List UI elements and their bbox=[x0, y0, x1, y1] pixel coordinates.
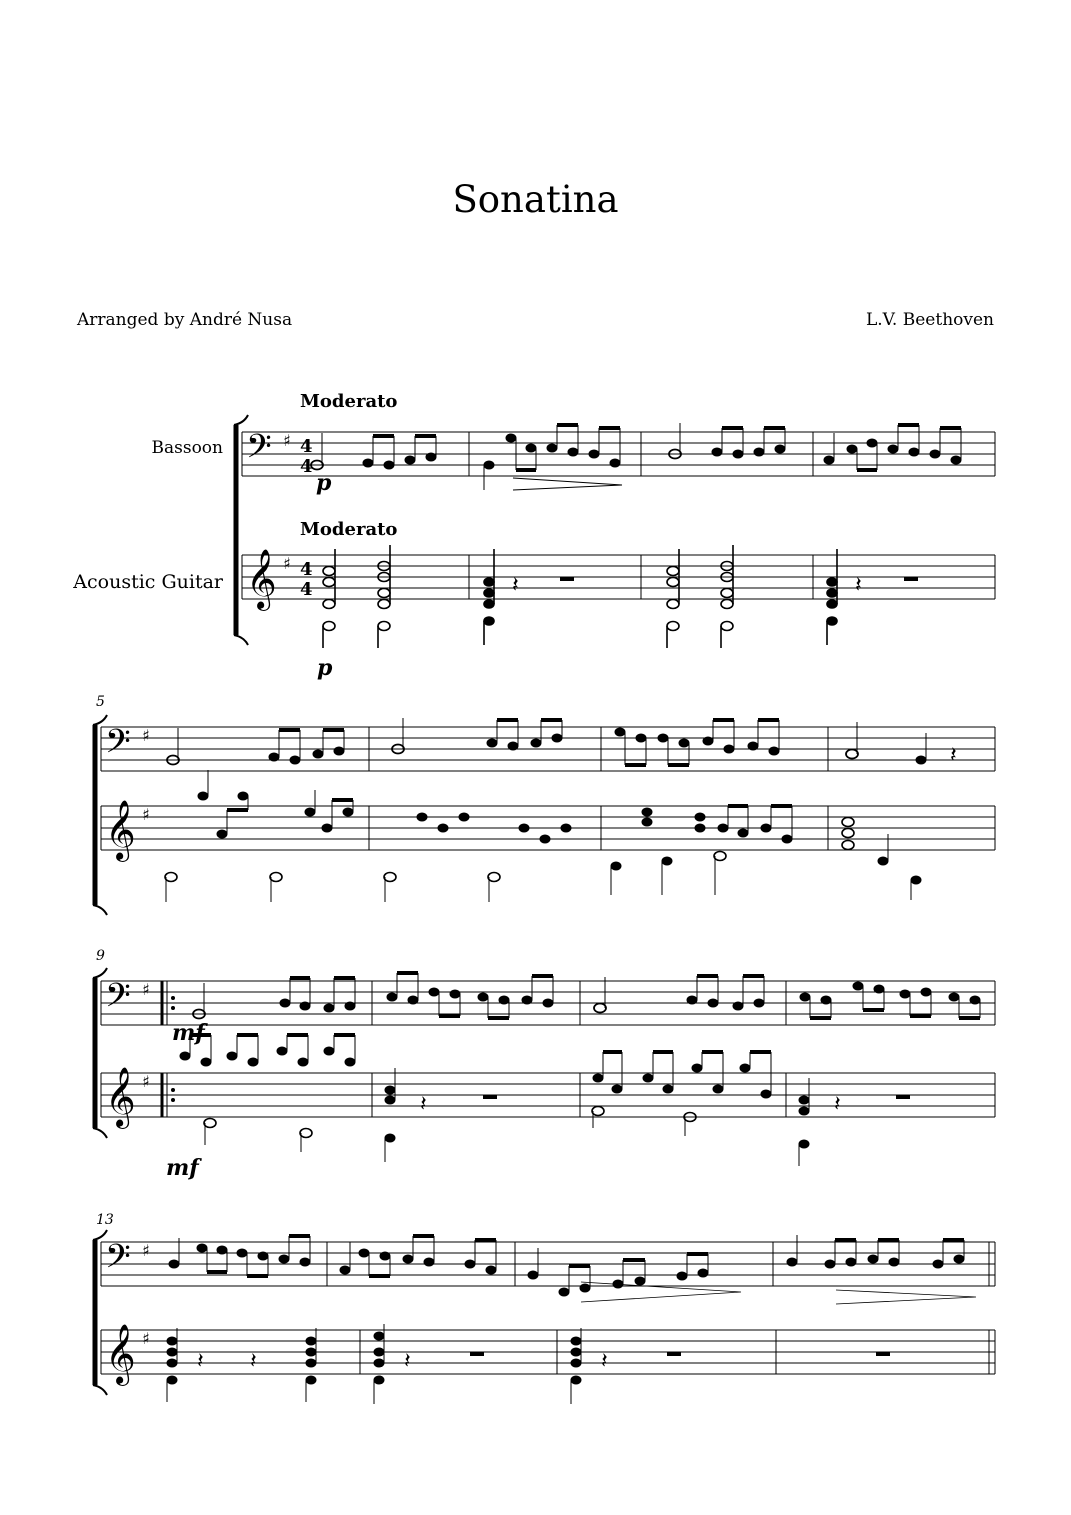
staff-bassoon-sys4 bbox=[101, 1242, 995, 1286]
svg-text:𝄞: 𝄞 bbox=[105, 1067, 136, 1127]
time-sig-bottom: 4 bbox=[300, 456, 313, 477]
tempo-marking-guitar: Moderato bbox=[300, 519, 398, 540]
arranger-credit: Arranged by André Nusa bbox=[77, 310, 293, 330]
svg-text:♯: ♯ bbox=[142, 726, 150, 745]
time-sig-top: 4 bbox=[300, 559, 313, 580]
svg-text:𝄽: 𝄽 bbox=[855, 573, 862, 598]
key-sharp: ♯ bbox=[283, 431, 291, 450]
svg-text:♯: ♯ bbox=[142, 1241, 150, 1260]
instrument-label-guitar: Acoustic Guitar bbox=[73, 571, 223, 593]
svg-text:𝄽: 𝄽 bbox=[420, 1092, 427, 1117]
time-sig-top: 4 bbox=[300, 436, 313, 457]
svg-text:♯: ♯ bbox=[142, 1329, 150, 1348]
svg-text:𝄞: 𝄞 bbox=[105, 1324, 136, 1384]
bass-clef: 𝄢 bbox=[246, 428, 272, 474]
svg-text:𝄢: 𝄢 bbox=[105, 977, 131, 1023]
dynamic-p-guitar: p bbox=[317, 655, 333, 681]
svg-text:𝄽: 𝄽 bbox=[512, 573, 519, 598]
svg-text:♯: ♯ bbox=[142, 805, 150, 824]
guitar-notes-sys4 bbox=[167, 1324, 890, 1404]
svg-text:𝄽: 𝄽 bbox=[601, 1349, 608, 1374]
measure-number: 9 bbox=[96, 948, 105, 964]
measure-number: 5 bbox=[96, 694, 105, 710]
measure-number: 13 bbox=[96, 1212, 114, 1228]
instrument-label-bassoon: Bassoon bbox=[151, 438, 223, 458]
svg-text:𝄞: 𝄞 bbox=[105, 800, 136, 860]
composer-credit: L.V. Beethoven bbox=[865, 310, 994, 330]
bassoon-notes-sys4 bbox=[169, 1235, 976, 1304]
staff-guitar-sys4 bbox=[101, 1330, 995, 1374]
dynamic-mf-bassoon: mf bbox=[172, 1020, 205, 1046]
svg-text:♯: ♯ bbox=[142, 980, 150, 999]
svg-text:𝄽: 𝄽 bbox=[404, 1349, 411, 1374]
svg-text:𝄢: 𝄢 bbox=[105, 1238, 131, 1284]
svg-text:𝄢: 𝄢 bbox=[105, 723, 131, 769]
tempo-marking-bassoon: Moderato bbox=[300, 391, 398, 412]
key-sharp: ♯ bbox=[283, 554, 291, 573]
dynamic-mf-guitar: mf bbox=[166, 1155, 199, 1181]
svg-text:𝄽: 𝄽 bbox=[834, 1092, 841, 1117]
treble-clef: 𝄞 bbox=[246, 549, 277, 609]
time-sig-bottom: 4 bbox=[300, 579, 313, 600]
svg-text:𝄽: 𝄽 bbox=[197, 1349, 204, 1374]
svg-text:𝄽: 𝄽 bbox=[950, 743, 957, 768]
dynamic-p-bassoon: p bbox=[316, 470, 332, 496]
svg-text:♯: ♯ bbox=[142, 1072, 150, 1091]
score-title: Sonatina bbox=[452, 178, 619, 221]
svg-text:𝄽: 𝄽 bbox=[250, 1349, 257, 1374]
